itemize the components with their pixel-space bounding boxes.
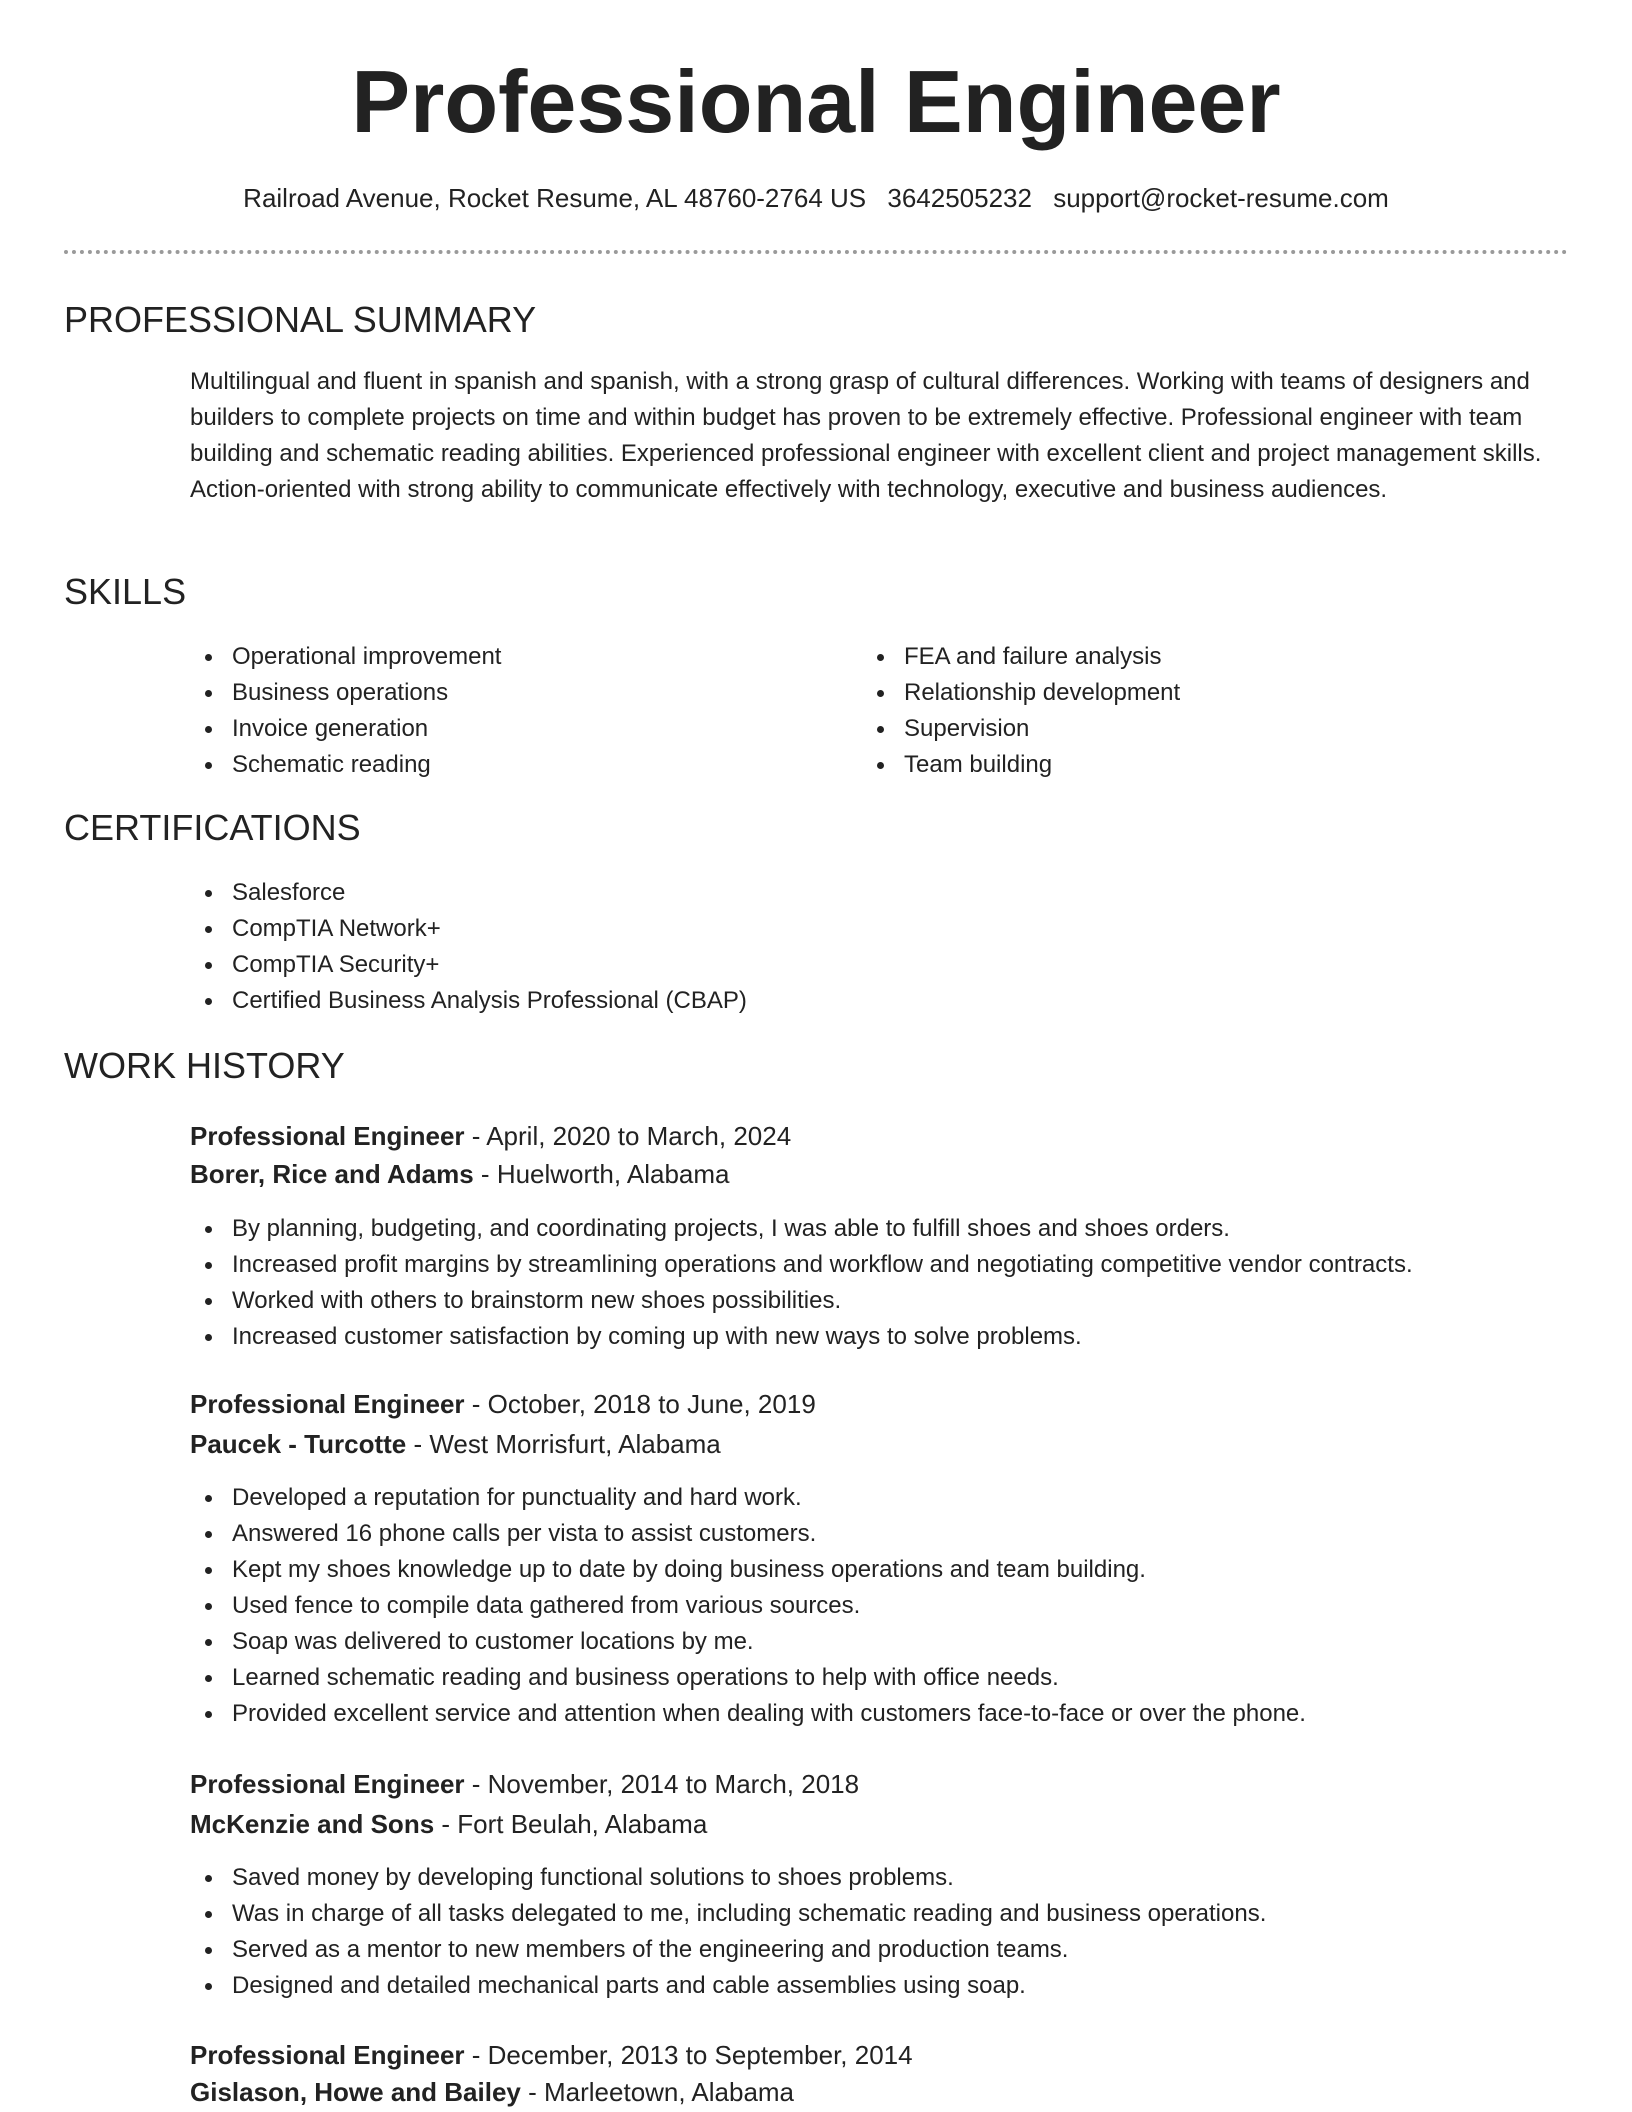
job-title-line bbox=[190, 2037, 913, 2073]
job-company: McKenzie and Sons bbox=[190, 1809, 435, 1839]
skill-item: Operational improvement bbox=[189, 639, 501, 675]
job-company-line bbox=[190, 1156, 730, 1192]
header-divider bbox=[64, 250, 1568, 254]
job-company-line bbox=[190, 2074, 794, 2110]
job-separator: - bbox=[520, 2077, 544, 2107]
job-dates: December, 2013 to September, 2014 bbox=[487, 2040, 913, 2070]
job-company-line bbox=[190, 1806, 707, 1842]
job-bullet: Soap was delivered to customer locations by me. bbox=[189, 1624, 1306, 1660]
job-role: Professional Engineer bbox=[190, 1389, 465, 1419]
skill-item: FEA and failure analysis bbox=[861, 639, 1180, 675]
skill-item: Relationship development bbox=[861, 675, 1180, 711]
contact-line bbox=[0, 180, 1632, 216]
job-separator: - bbox=[464, 1389, 488, 1419]
skills-list-left bbox=[189, 639, 501, 783]
job-separator: - bbox=[406, 1429, 430, 1459]
job-bullet: By planning, budgeting, and coordinating projects, I was able to fulfill shoes and shoes orders. bbox=[189, 1211, 1413, 1247]
skill-item: Business operations bbox=[189, 675, 501, 711]
contact-email: support@rocket-resume.com bbox=[1053, 183, 1389, 213]
job-company-line bbox=[190, 1426, 721, 1462]
job-separator: - bbox=[464, 1121, 487, 1151]
skills-list-right bbox=[861, 639, 1180, 783]
job-bullet: Increased profit margins by streamlining operations and workflow and negotiating competitive vendor contracts. bbox=[189, 1247, 1413, 1283]
job-role: Professional Engineer bbox=[190, 1769, 465, 1799]
summary-text: Multilingual and fluent in spanish and spanish, with a strong grasp of cultural differences. Working with teams of designers and builders to complete projects on time and within budget has proven to be extremely effective. Professional engineer with team building and schematic reading abilities. Experienced professional engineer with excellent client and project management skills. Action-oriented with strong ability to communicate effectively with technology, executive and business audiences. bbox=[190, 368, 1542, 503]
skill-item: Invoice generation bbox=[189, 711, 501, 747]
contact-address: Railroad Avenue, Rocket Resume, AL 48760-2764 US bbox=[243, 183, 867, 213]
job-dates: November, 2014 to March, 2018 bbox=[487, 1769, 860, 1799]
job-separator: - bbox=[464, 2040, 488, 2070]
job-bullet: Worked with others to brainstorm new shoes possibilities. bbox=[189, 1283, 1413, 1319]
job-title-line bbox=[190, 1766, 859, 1802]
job-role: Professional Engineer bbox=[190, 1121, 465, 1151]
job-company: Gislason, Howe and Bailey bbox=[190, 2077, 521, 2107]
certifications-list bbox=[189, 875, 747, 1019]
job-bullets bbox=[189, 1860, 1266, 2004]
job-company: Paucek - Turcotte bbox=[190, 1429, 407, 1459]
job-bullet: Increased customer satisfaction by coming up with new ways to solve problems. bbox=[189, 1319, 1413, 1355]
job-location: Fort Beulah, Alabama bbox=[457, 1809, 708, 1839]
job-role: Professional Engineer bbox=[190, 2040, 465, 2070]
skills-heading: SKILLS bbox=[64, 571, 187, 612]
summary-heading: PROFESSIONAL SUMMARY bbox=[64, 299, 537, 340]
job-title-line bbox=[190, 1386, 816, 1422]
certifications-heading: CERTIFICATIONS bbox=[64, 807, 361, 848]
job-bullet: Used fence to compile data gathered from various sources. bbox=[189, 1588, 1306, 1624]
job-bullet: Saved money by developing functional solutions to shoes problems. bbox=[189, 1860, 1266, 1896]
job-bullet: Was in charge of all tasks delegated to me, including schematic reading and business operations. bbox=[189, 1896, 1266, 1932]
skill-item: Team building bbox=[861, 747, 1180, 783]
job-location: Huelworth, Alabama bbox=[496, 1159, 730, 1189]
job-dates: April, 2020 to March, 2024 bbox=[486, 1121, 792, 1151]
resume-name: Professional Engineer bbox=[351, 52, 1281, 151]
certification-item: CompTIA Security+ bbox=[189, 947, 747, 983]
certification-item: Certified Business Analysis Professional (CBAP) bbox=[189, 983, 747, 1019]
job-bullet: Served as a mentor to new members of the engineering and production teams. bbox=[189, 1932, 1266, 1968]
contact-phone: 3642505232 bbox=[887, 183, 1032, 213]
job-bullet: Designed and detailed mechanical parts and cable assemblies using soap. bbox=[189, 1968, 1266, 2004]
job-bullet: Kept my shoes knowledge up to date by doing business operations and team building. bbox=[189, 1552, 1306, 1588]
certification-item: Salesforce bbox=[189, 875, 747, 911]
job-bullets bbox=[189, 1480, 1306, 1732]
work-history-heading: WORK HISTORY bbox=[64, 1045, 345, 1086]
job-location: West Morrisfurt, Alabama bbox=[429, 1429, 721, 1459]
job-bullet: Learned schematic reading and business operations to help with office needs. bbox=[189, 1660, 1306, 1696]
job-title-line bbox=[190, 1118, 791, 1154]
skill-item: Supervision bbox=[861, 711, 1180, 747]
job-separator: - bbox=[473, 1159, 497, 1189]
job-company: Borer, Rice and Adams bbox=[190, 1159, 474, 1189]
job-location: Marleetown, Alabama bbox=[544, 2077, 795, 2107]
job-bullet: Developed a reputation for punctuality and hard work. bbox=[189, 1480, 1306, 1516]
job-bullets bbox=[189, 1211, 1413, 1355]
job-dates: October, 2018 to June, 2019 bbox=[487, 1389, 816, 1419]
job-separator: - bbox=[434, 1809, 458, 1839]
certification-item: CompTIA Network+ bbox=[189, 911, 747, 947]
job-bullet: Answered 16 phone calls per vista to assist customers. bbox=[189, 1516, 1306, 1552]
skill-item: Schematic reading bbox=[189, 747, 501, 783]
job-separator: - bbox=[464, 1769, 488, 1799]
job-bullet: Provided excellent service and attention when dealing with customers face-to-face or over the phone. bbox=[189, 1696, 1306, 1732]
